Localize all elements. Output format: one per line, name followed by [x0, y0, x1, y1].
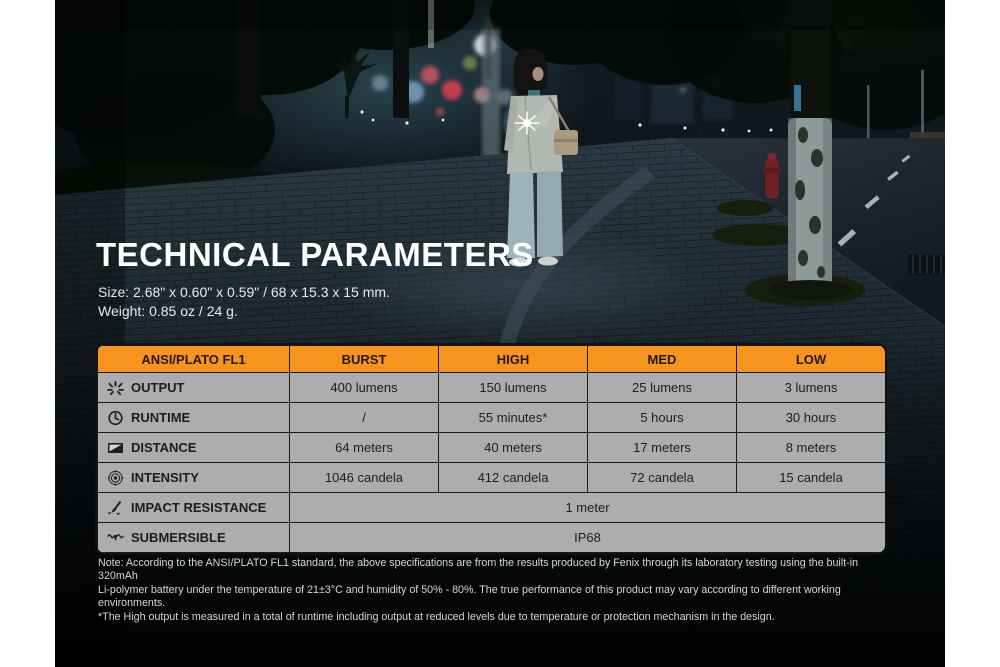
row-label: DISTANCE	[131, 440, 197, 455]
value-cell: 17 meters	[588, 433, 737, 463]
value-cell-span: 1 meter	[290, 493, 886, 523]
value-cell: 1046 candela	[290, 463, 439, 493]
value-cell: 25 lumens	[588, 373, 737, 403]
row-label: IMPACT RESISTANCE	[131, 500, 267, 515]
header-cell-high: HIGH	[439, 346, 588, 373]
row-label-cell	[98, 493, 290, 523]
footnote-line-1: Note: According to the ANSI/PLATO FL1 standard, the above specifications are from the results produced by Fenix through its laboratory testing using the built-in 320mAh	[98, 557, 859, 583]
table-row	[98, 373, 886, 403]
distance-icon	[106, 439, 125, 456]
value-cell: 5 hours	[588, 403, 737, 433]
runtime-icon	[106, 409, 125, 426]
header-cell-med: MED	[588, 346, 737, 373]
table-row	[98, 523, 886, 553]
header-cell-low: LOW	[737, 346, 886, 373]
row-label-cell	[98, 523, 290, 553]
row-label-cell	[98, 463, 290, 493]
header-cell-ansi-plato-fl1: ANSI/PLATO FL1	[98, 346, 290, 373]
footnote	[98, 557, 896, 624]
value-cell: 15 candela	[737, 463, 886, 493]
submersible-icon	[106, 529, 125, 546]
value-cell: 412 candela	[439, 463, 588, 493]
table-row	[98, 493, 886, 523]
row-label: INTENSITY	[131, 470, 199, 485]
size-line: Size: 2.68" x 0.60" x 0.59" / 68 x 15.3 x 15 mm.	[98, 284, 390, 300]
row-label: OUTPUT	[131, 380, 185, 395]
weight-line: Weight: 0.85 oz / 24 g.	[98, 303, 238, 319]
header-cell-burst: BURST	[290, 346, 439, 373]
intensity-icon	[106, 469, 125, 486]
value-cell: 55 minutes*	[439, 403, 588, 433]
output-icon	[106, 379, 125, 396]
value-cell: 8 meters	[737, 433, 886, 463]
value-cell: 150 lumens	[439, 373, 588, 403]
row-label-cell	[98, 433, 290, 463]
page-title: TECHNICAL PARAMETERS	[96, 236, 534, 273]
impact-resistance-icon	[106, 499, 125, 516]
row-label: RUNTIME	[131, 410, 191, 425]
value-cell: /	[290, 403, 439, 433]
value-cell: 30 hours	[737, 403, 886, 433]
row-label-cell	[98, 403, 290, 433]
value-cell: 72 candela	[588, 463, 737, 493]
value-cell: 64 meters	[290, 433, 439, 463]
spec-table-body	[98, 373, 886, 553]
value-cell-span: IP68	[290, 523, 886, 553]
spec-table-wrap	[97, 345, 885, 553]
value-cell: 3 lumens	[737, 373, 886, 403]
table-row	[98, 463, 886, 493]
table-row	[98, 403, 886, 433]
spec-table-head-row	[98, 346, 886, 373]
value-cell: 40 meters	[439, 433, 588, 463]
row-label-cell	[98, 373, 290, 403]
row-label: SUBMERSIBLE	[131, 530, 226, 545]
spec-table	[97, 345, 885, 553]
footnote-line-3: *The High output is measured in a total of runtime including output at reduced levels due to temperature or protection mechanism in the design.	[98, 610, 775, 623]
footnote-line-2: Li-polymer battery under the temperature of 21±3°C and humidity of 50% - 80%. The true performance of this product may vary according to different working environments.	[98, 583, 841, 610]
table-row	[98, 433, 886, 463]
value-cell: 400 lumens	[290, 373, 439, 403]
